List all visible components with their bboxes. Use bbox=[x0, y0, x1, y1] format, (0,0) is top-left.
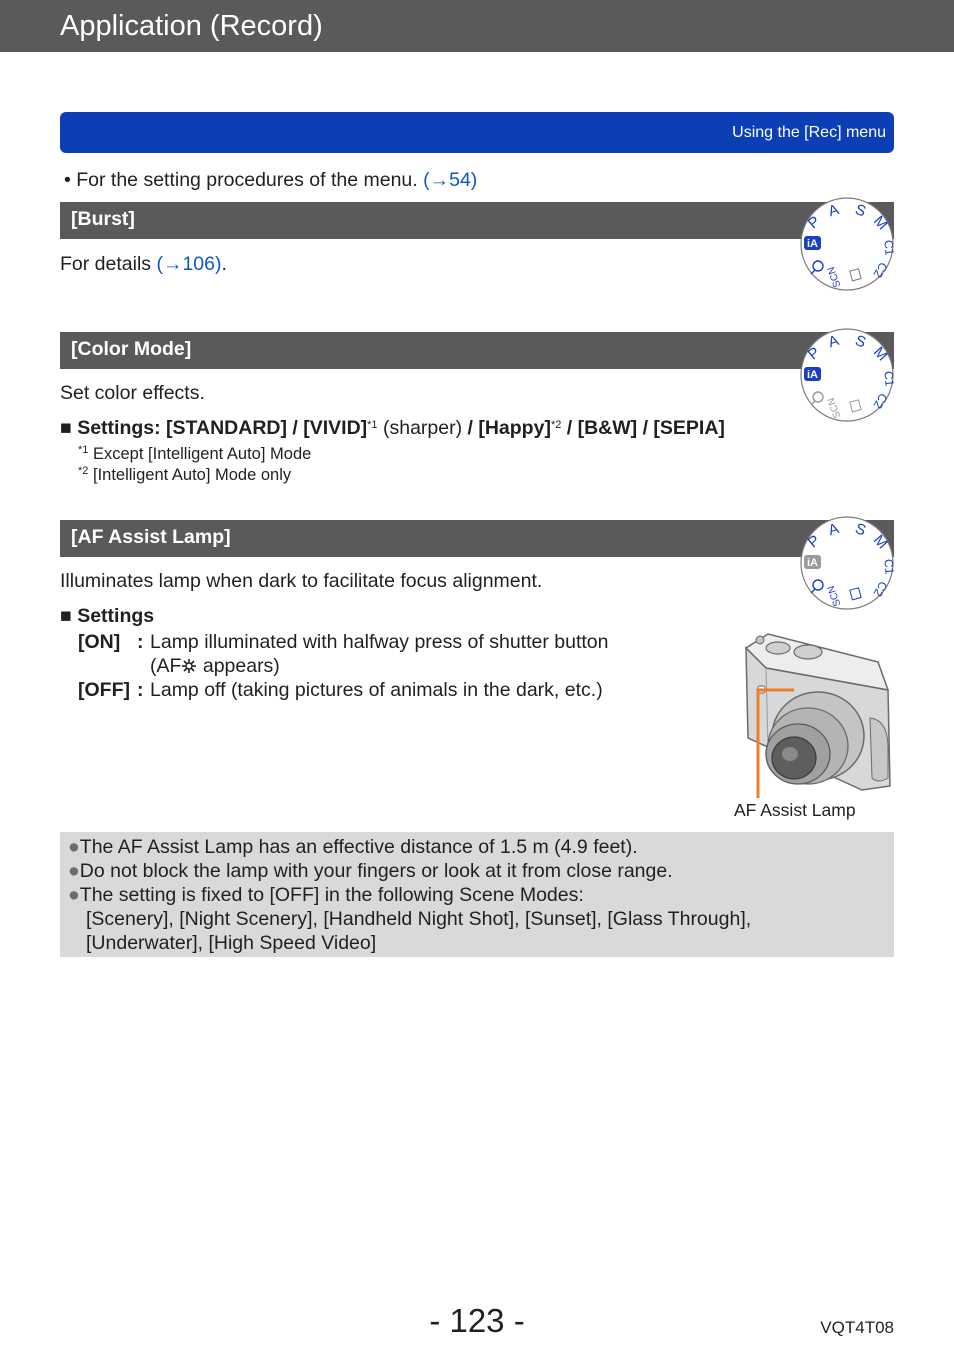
dial-c2: C2 bbox=[870, 259, 891, 281]
dial-ia: iA bbox=[807, 238, 818, 250]
af-assist-title: [AF Assist Lamp] bbox=[71, 526, 231, 548]
burst-details-link[interactable]: (→106) bbox=[156, 253, 222, 275]
off-text: Lamp off (taking pictures of animals in the dark, etc.) bbox=[150, 679, 603, 701]
settings-prefix: ■ Settings: [STANDARD] / [VIVID] bbox=[60, 417, 368, 439]
dial-ia: iA bbox=[807, 369, 818, 381]
scene-list-line-1: [Scenery], [Night Scenery], [Handheld Night Shot], [Sunset], [Glass Through], bbox=[86, 908, 752, 930]
bullet-icon: ● bbox=[68, 884, 80, 906]
burst-details-text: For details bbox=[60, 253, 152, 275]
camera-illustration bbox=[738, 628, 894, 796]
dial-c1: C1 bbox=[881, 558, 897, 575]
af-assist-description: Illuminates lamp when dark to facilitate focus alignment. bbox=[60, 570, 543, 592]
breadcrumb: Using the [Rec] menu bbox=[732, 124, 886, 141]
burst-details-end: . bbox=[221, 253, 227, 275]
lamp-star-icon bbox=[181, 658, 197, 674]
bullet-icon: ● bbox=[68, 836, 80, 858]
dial-s: S bbox=[852, 201, 869, 221]
section-banner bbox=[60, 112, 894, 153]
dial-c2: C2 bbox=[870, 390, 891, 412]
af-settings-heading: ■ Settings bbox=[60, 605, 155, 627]
footnote-mark-2: *2 bbox=[550, 419, 562, 431]
scene-list-line-2: [Underwater], [High Speed Video] bbox=[86, 932, 377, 954]
dial-p: P bbox=[804, 343, 824, 364]
page-number: - 123 - bbox=[429, 1302, 525, 1339]
color-mode-title: [Color Mode] bbox=[71, 338, 192, 360]
af-assist-icon bbox=[157, 655, 198, 677]
dial-ia: iA bbox=[807, 557, 818, 569]
footnote-2-text: [Intelligent Auto] Mode only bbox=[93, 466, 292, 484]
dial-m: M bbox=[869, 212, 891, 234]
on-label: [ON] bbox=[78, 631, 121, 653]
off-colon: : bbox=[137, 679, 144, 701]
dial-s: S bbox=[852, 520, 869, 540]
dial-p: P bbox=[804, 212, 824, 233]
footnote-1-mark: *1 bbox=[78, 444, 89, 456]
note-text-2: Do not block the lamp with your fingers or look at it from close range. bbox=[79, 860, 673, 882]
on-text: Lamp illuminated with halfway press of shutter button bbox=[150, 631, 609, 653]
on-text-paren: ( bbox=[150, 655, 157, 677]
on-text-appears: appears) bbox=[202, 655, 280, 677]
intro-line bbox=[64, 169, 477, 192]
dial-m: M bbox=[869, 343, 891, 365]
dial-a: A bbox=[826, 520, 841, 540]
dial-s: S bbox=[852, 332, 869, 352]
document-code: VQT4T08 bbox=[820, 1318, 894, 1337]
dial-m: M bbox=[869, 531, 891, 553]
settings-end: / [B&W] / [SEPIA] bbox=[566, 417, 725, 439]
dial-scn: SCN bbox=[825, 584, 844, 608]
af-assist-section-bar bbox=[60, 520, 894, 557]
off-label: [OFF] bbox=[78, 679, 130, 701]
note-item bbox=[68, 860, 673, 883]
note-item bbox=[68, 836, 638, 859]
color-mode-settings bbox=[60, 417, 725, 440]
burst-details bbox=[60, 253, 227, 276]
color-mode-section-bar bbox=[60, 332, 894, 369]
mode-dial-icon bbox=[799, 327, 895, 423]
footnote-2-mark: *2 bbox=[78, 465, 89, 477]
burst-title: [Burst] bbox=[71, 208, 135, 230]
dial-a: A bbox=[826, 332, 841, 352]
af-icon-label: AF bbox=[156, 655, 182, 677]
dial-p: P bbox=[804, 531, 824, 552]
af-lamp-caption: AF Assist Lamp bbox=[734, 800, 856, 820]
note-item bbox=[68, 884, 584, 907]
on-text-2 bbox=[150, 655, 280, 678]
intro-page-link[interactable]: (→54) bbox=[423, 169, 478, 191]
intro-text: • For the setting procedures of the menu. bbox=[64, 169, 418, 191]
on-colon: : bbox=[137, 631, 144, 653]
mode-dial-icon bbox=[799, 515, 895, 611]
footnote-mark-1: *1 bbox=[367, 419, 378, 431]
note-text-3: The setting is fixed to [OFF] in the following Scene Modes: bbox=[79, 884, 584, 906]
dial-a: A bbox=[826, 201, 841, 221]
dial-c1: C1 bbox=[881, 239, 897, 256]
dial-c1: C1 bbox=[881, 370, 897, 387]
footnote-1 bbox=[78, 444, 311, 465]
mode-dial-icon bbox=[799, 196, 895, 292]
color-mode-description: Set color effects. bbox=[60, 382, 205, 404]
bullet-icon: ● bbox=[68, 860, 80, 882]
footnote-2 bbox=[78, 465, 291, 486]
dial-c2: C2 bbox=[870, 578, 891, 600]
settings-mid: / [Happy] bbox=[467, 417, 551, 439]
footnote-1-text: Except [Intelligent Auto] Mode bbox=[93, 445, 312, 463]
page-header bbox=[0, 0, 954, 52]
page-title: Application (Record) bbox=[60, 10, 323, 42]
note-text-1: The AF Assist Lamp has an effective distance of 1.5 m (4.9 feet). bbox=[79, 836, 638, 858]
dial-scn: SCN bbox=[825, 265, 844, 289]
notes-box bbox=[60, 832, 894, 957]
dial-scn: SCN bbox=[825, 396, 844, 420]
burst-section-bar bbox=[60, 202, 894, 239]
settings-sharper: (sharper) bbox=[382, 417, 463, 439]
